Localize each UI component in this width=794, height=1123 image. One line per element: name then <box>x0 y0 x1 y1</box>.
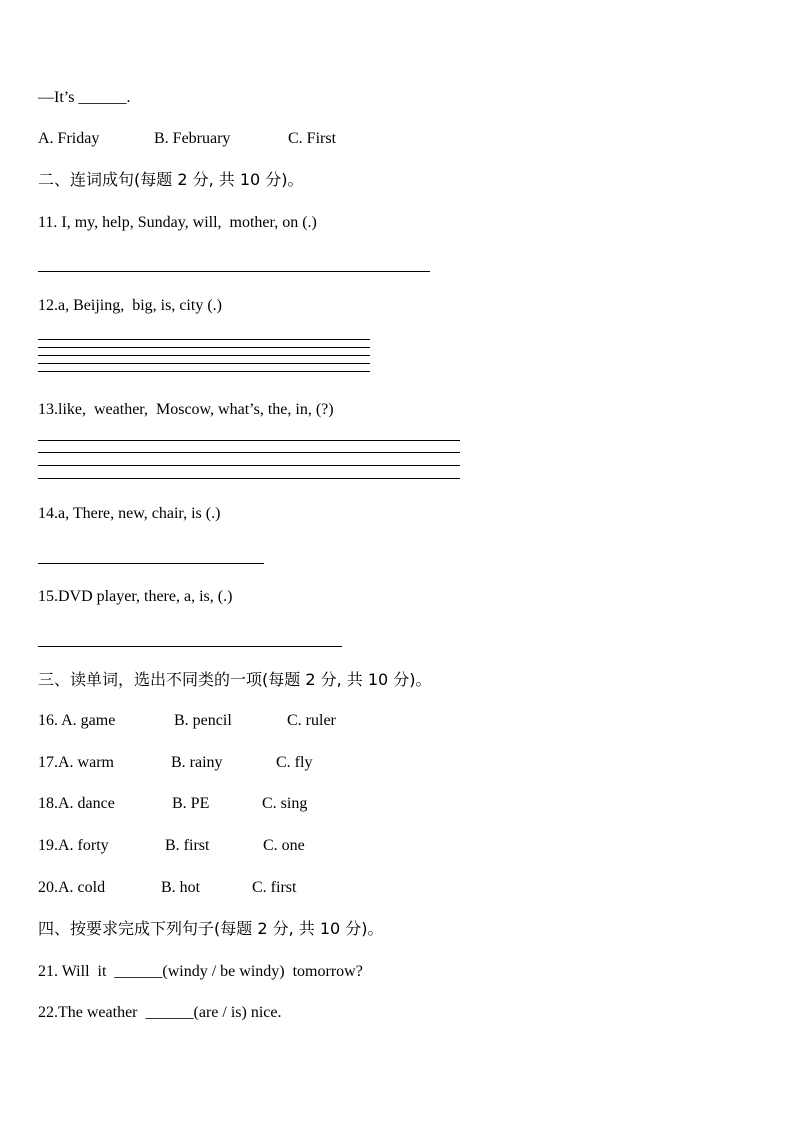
answer-rule <box>38 271 430 272</box>
question-19-c: C. one <box>263 837 305 854</box>
question-18-c: C. sing <box>262 795 308 812</box>
section4-heading: 四、按要求完成下列句子(每题 2 分, 共 10 分)。 <box>38 919 384 938</box>
answer-rule <box>38 371 370 372</box>
section2-heading: 二、连词成句(每题 2 分, 共 10 分)。 <box>38 170 304 189</box>
question-19-a: 19.A. forty <box>38 837 109 854</box>
answer-rule <box>38 347 370 348</box>
question-18-b: B. PE <box>172 795 210 812</box>
option-a: A. Friday <box>38 130 100 147</box>
question-20-a: 20.A. cold <box>38 879 106 896</box>
answer-rule <box>38 363 370 364</box>
question-16-c: C. ruler <box>287 712 336 729</box>
question-17-a: 17.A. warm <box>38 754 114 771</box>
question-13: 13.like, weather, Moscow, what’s, the, in, (?) <box>38 401 334 418</box>
question-16-b: B. pencil <box>174 712 232 729</box>
question-16-a: 16. A. game <box>38 712 116 729</box>
question-21: 21. Will it ______(windy / be windy) tomorrow? <box>38 963 363 980</box>
answer-rule <box>38 478 460 479</box>
question-19-b: B. first <box>165 837 210 854</box>
question-20-c: C. first <box>252 879 297 896</box>
question-22: 22.The weather ______(are / is) nice. <box>38 1004 282 1021</box>
question-15: 15.DVD player, there, a, is, (.) <box>38 588 233 605</box>
answer-rule <box>38 646 342 647</box>
answer-rule <box>38 563 264 564</box>
answer-rule <box>38 465 460 466</box>
answer-line: —It’s ______. <box>38 89 131 106</box>
answer-rule <box>38 452 460 453</box>
answer-rule <box>38 339 370 340</box>
answer-rule <box>38 355 370 356</box>
question-12: 12.a, Beijing, big, is, city (.) <box>38 297 222 314</box>
question-17-b: B. rainy <box>171 754 223 771</box>
question-17-c: C. fly <box>276 754 313 771</box>
question-14: 14.a, There, new, chair, is (.) <box>38 505 221 522</box>
option-c: C. First <box>288 130 337 147</box>
option-b: B. February <box>154 130 231 147</box>
question-11: 11. I, my, help, Sunday, will, mother, on (.) <box>38 214 317 231</box>
section3-heading: 三、读单词，选出不同类的一项(每题 2 分, 共 10 分)。 <box>38 670 432 689</box>
answer-rule <box>38 440 460 441</box>
question-20-b: B. hot <box>161 879 201 896</box>
question-18-a: 18.A. dance <box>38 795 115 812</box>
